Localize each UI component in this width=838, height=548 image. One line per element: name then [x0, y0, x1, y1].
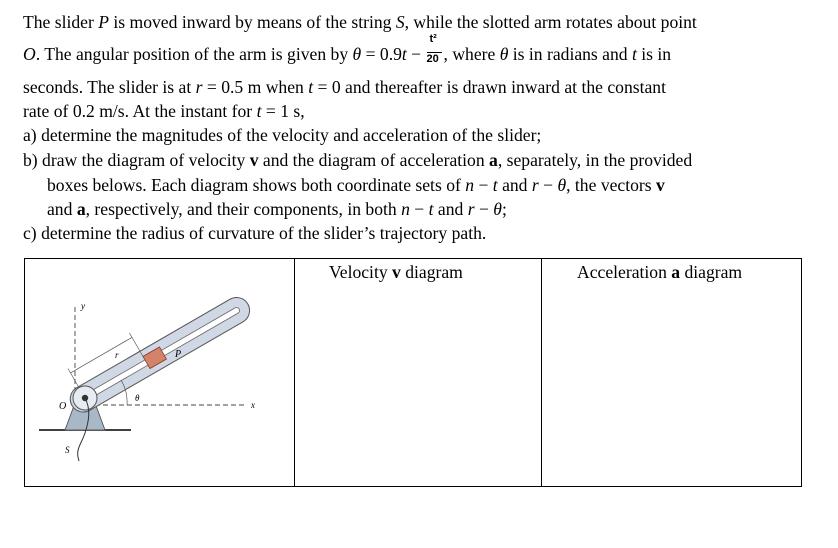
part-b-line-2: boxes belows. Each diagram shows both coordinate sets of n − t and r − θ, the vectors v [47, 175, 665, 195]
label-S: S [65, 445, 70, 455]
label-r: r [115, 350, 119, 360]
column-divider-1 [294, 259, 295, 486]
problem-line-4: rate of 0.2 m/s. At the instant for t = 1 s, [23, 101, 305, 121]
problem-line-3: seconds. The slider is at r = 0.5 m when t = 0 and thereafter is drawn inward at the constant [23, 77, 666, 97]
slotted-arm-figure [25, 259, 293, 486]
diagram-table [24, 258, 802, 487]
problem-line-2: O. The angular position of the arm is given by θ = 0.9t − $\frac{\text{t²}}{20}$ , where θ is in radians and t is in [23, 33, 672, 65]
t-squared-over-20: $\frac{\text{t²}}{20}$ [426, 48, 444, 58]
x-axis-label: x [251, 400, 255, 410]
velocity-diagram-header: Velocity v diagram [329, 262, 463, 282]
label-P: P [175, 349, 182, 360]
part-b-line-3: and a, respectively, and their components, in both n − t and r − θ; [47, 199, 507, 219]
part-a: a) determine the magnitudes of the velocity and acceleration of the slider; [23, 125, 542, 145]
label-theta: θ [135, 393, 140, 403]
column-divider-2 [541, 259, 542, 486]
part-c: c) determine the radius of curvature of the slider’s trajectory path. [23, 223, 487, 243]
label-O: O [59, 401, 67, 412]
part-b-line-1: b) draw the diagram of velocity v and the diagram of acceleration a, separately, in the provided [23, 150, 693, 170]
y-axis-label: y [81, 301, 85, 311]
problem-line-1: The slider P is moved inward by means of the string S, while the slotted arm rotates about point [23, 12, 697, 32]
acceleration-diagram-header: Acceleration a diagram [577, 262, 743, 282]
